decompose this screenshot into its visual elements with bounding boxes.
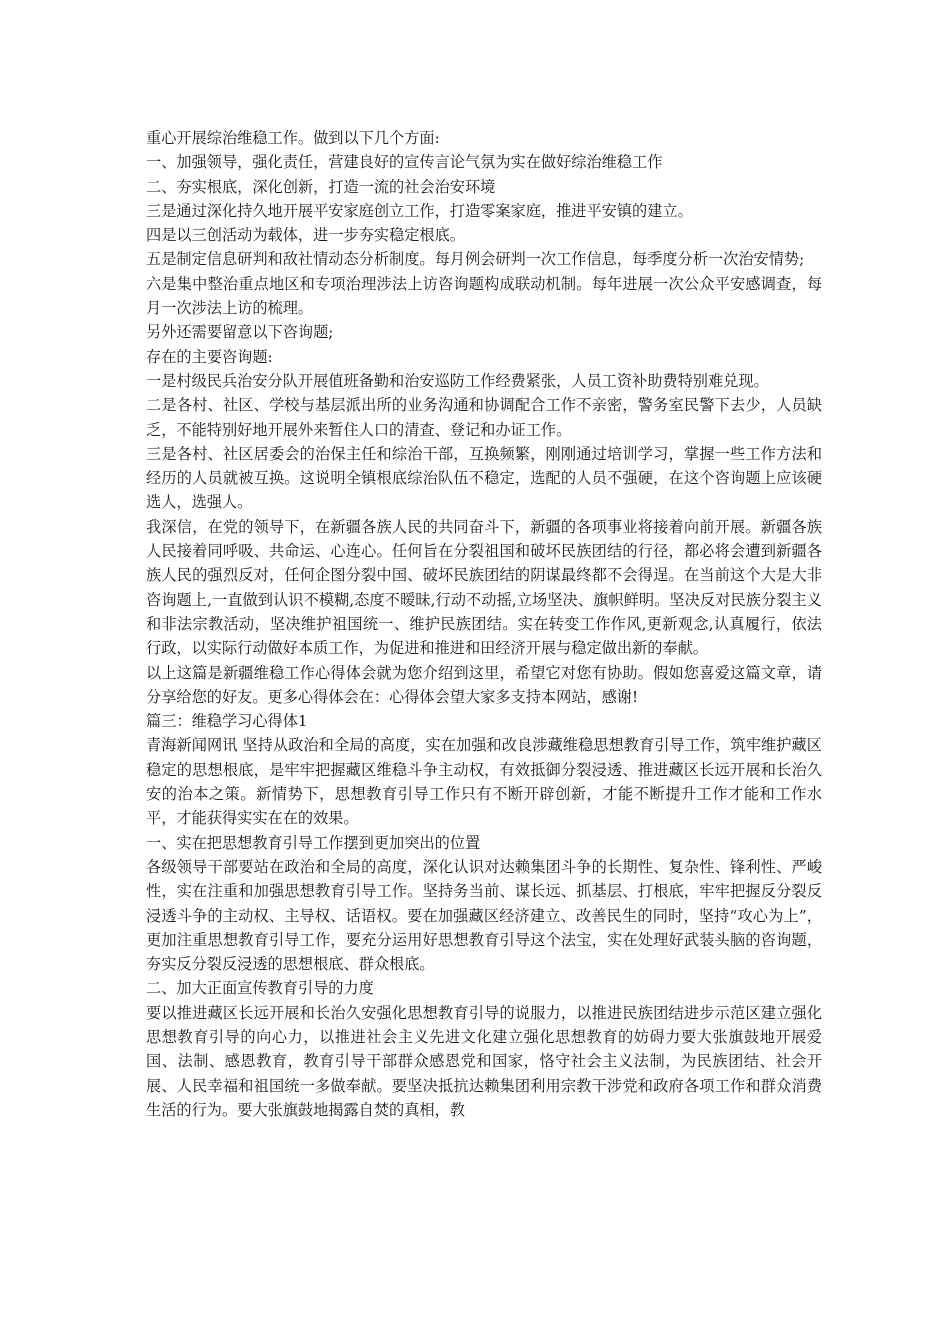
paragraph-leaders: 各级领导干部要站在政治和全局的高度，深化认识对达赖集团斗争的长期性、复杂性、锋利性、严峻性，实在注重和加强思想教育引导工作。坚持务当前、谋长远、抓基层、打根底，牢牢把握反分裂反浸透斗争的主动权、主导权、话语权。要在加强藏区经济建立、改善民生的同时，坚持“攻心为上”，更加注重思想教育引导工作，要充分运用好思想教育引导这个法宝，实在处理好武装头脑的咨询题，夯实反分裂反浸透的思想根底、群众根底。 (146, 857, 822, 974)
paragraph-item-1: 一、加强领导，强化责任，营建良好的宣传言论气氛为实在做好综治维稳工作 (146, 153, 663, 172)
paragraph-note: 另外还需要留意以下咨询题; (146, 323, 334, 342)
paragraph-item-4: 四是以三创活动为载体，进一步夯实稳定根底。 (146, 226, 465, 245)
paragraph-problem-2: 二是各村、社区、学校与基层派出所的业务沟通和协调配合工作不亲密，警务室民警下去少，人员缺乏，不能特别好地开展外来暂住人口的清查、登记和办证工作。 (146, 396, 822, 439)
paragraph-subheading-2: 二、加大正面宣传教育引导的力度 (146, 979, 374, 998)
paragraph-item-5: 五是制定信息研判和敌社情动态分析制度。每月例会研判一次工作信息，每季度分析一次治安情势; (146, 250, 805, 269)
paragraph-closing: 以上这篇是新疆维稳工作心得体会就为您介绍到这里，希望它对您有协助。假如您喜爱这篇文章，请分享给您的好友。更多心得体会在：心得体会望大家多支持本网站，感谢! (146, 663, 822, 706)
paragraph-problems-heading: 存在的主要咨询题: (146, 347, 273, 366)
paragraph-item-3: 三是通过深化持久地开展平安家庭创立工作，打造零案家庭，推进平安镇的建立。 (146, 201, 693, 220)
paragraph-item-2: 二、夯实根底，深化创新，打造一流的社会治安环境 (146, 177, 496, 196)
document-body (146, 126, 822, 1122)
paragraph-item-6: 六是集中整治重点地区和专项治理涉法上访咨询题构成联动机制。每年进展一次公众平安感调查，每月一次涉法上访的梳理。 (146, 274, 822, 318)
paragraph-promotion: 要以推进藏区长远开展和长治久安强化思想教育引导的说服力，以推进民族团结进步示范区建立强化思想教育引导的向心力，以推进社会主义先进文化建立强化思想教育的妨碍力要大张旗鼓地开展爱国、法制、感恩教育，教育引导干部群众感恩党和国家，恪守社会主义法制，为民族团结、社会开展、人民幸福和祖国统一多做奉献。要坚决抵抗达赖集团利用宗教干涉党和政府各项工作和群众消费生活的行为。要大张旗鼓地揭露自焚的真相，教 (146, 1003, 822, 1119)
paragraph-problem-1: 一是村级民兵治安分队开展值班备勤和治安巡防工作经费紧张，人员工资补助费特别难兑现。 (146, 371, 769, 390)
paragraph-conviction: 我深信，在党的领导下，在新疆各族人民的共同奋斗下，新疆的各项事业将接着向前开展。新疆各族人民接着同呼吸、共命运、心连心。任何旨在分裂祖国和破坏民族团结的行径，都必将会遭到新疆各族人民的强烈反对，任何企图分裂中国、破坏民族团结的阴谋最终都不会得逞。在当前这个大是大非咨询题上,一直做到认识不模糊,态度不暧昧,行动不动摇,立场坚决、旗帜鲜明。坚决反对民族分裂主义和非法宗教活动，坚决维护祖国统一、维护民族团结。实在转变工作作风,更新观念,认真履行，依法行政，以实际行动做好本质工作，为促进和推进和田经济开展与稳定做出新的奉献。 (146, 517, 822, 658)
paragraph-intro: 重心开展综治维稳工作。做到以下几个方面: (146, 129, 440, 147)
paragraph-subheading-1: 一、实在把思想教育引导工作摆到更加突出的位置 (146, 833, 481, 852)
section-heading-part-3: 篇三：维稳学习心得体1 (146, 712, 308, 731)
paragraph-problem-3: 三是各村、社区居委会的治保主任和综治干部，互换频繁，刚刚通过培训学习，掌握一些工作方法和经历的人员就被互换。这说明全镇根底综治队伍不稳定，选配的人员不强硬，在这个咨询题上应该硬选人，选强人。 (146, 444, 822, 512)
paragraph-news-intro: 青海新闻网讯 坚持从政治和全局的高度，实在加强和改良涉藏维稳思想教育引导工作，筑牢维护藏区稳定的思想根底，是牢牢把握藏区维稳斗争主动权，有效抵御分裂浸透、推进藏区长远开展和长治久安的治本之策。新情势下，思想教育引导工作只有不断开辟创新，才能不断提升工作才能和工作水平，才能获得实实在在的效果。 (146, 736, 822, 828)
